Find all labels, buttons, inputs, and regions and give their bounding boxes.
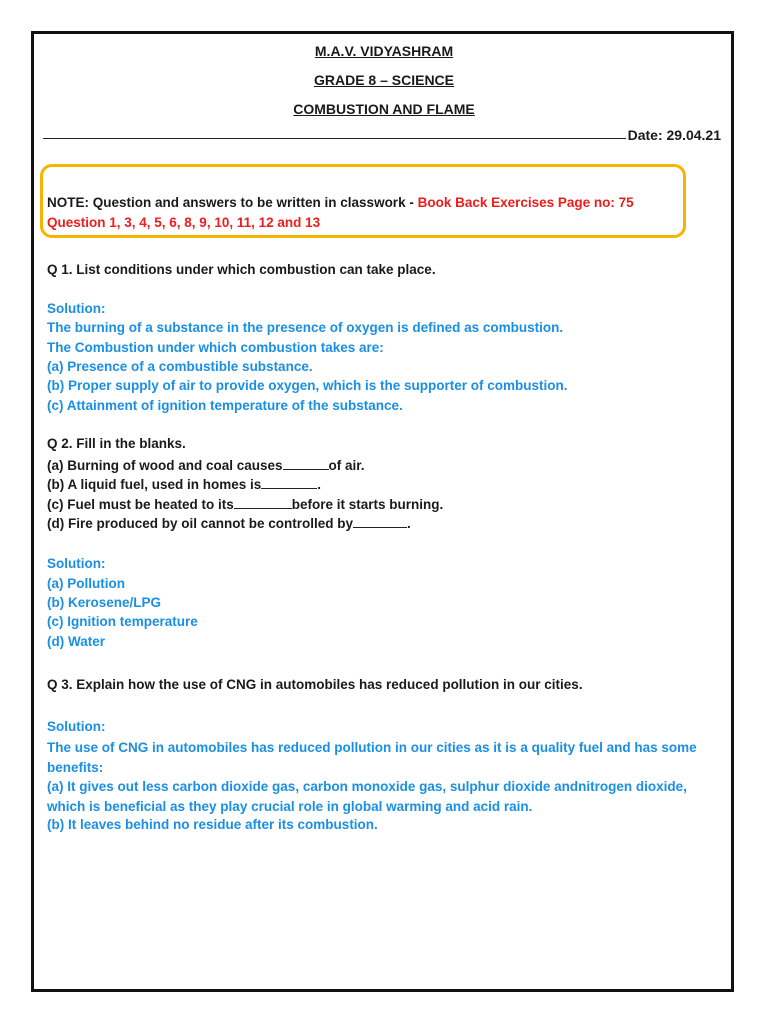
- blank-line: [283, 456, 329, 470]
- q2-answer: (b) Kerosene/LPG: [47, 595, 162, 610]
- chapter-title: COMBUSTION AND FLAME: [293, 101, 475, 117]
- note-question-list: Question 1, 3, 4, 5, 6, 8, 9, 10, 11, 12 and 13: [47, 215, 321, 230]
- q2-blank-d: [47, 514, 411, 531]
- q1-solution-line: The burning of a substance in the presence of oxygen is defined as combustion.: [47, 320, 564, 335]
- q2-blank-a: [47, 456, 365, 473]
- blank-line: [234, 495, 292, 509]
- note-page-ref: Book Back Exercises Page no: 75: [417, 195, 634, 210]
- question-1: Q 1. List conditions under which combustion can take place.: [47, 262, 436, 277]
- q3-solution-intro: The use of CNG in automobiles has reduced pollution in our cities as it is a quality fuel and has some benefits:: [47, 740, 697, 775]
- grade-title: GRADE 8 – SCIENCE: [313, 72, 455, 88]
- q2-b-text: (b) A liquid fuel, used in homes is: [47, 477, 262, 492]
- q2-answer: (d) Water: [47, 634, 105, 649]
- q2-c-text: (c) Fuel must be heated to its: [47, 497, 234, 512]
- note-prefix: NOTE: Question and answers to be written in classwork -: [47, 195, 418, 210]
- q2-d-suffix: .: [407, 516, 411, 531]
- q1-solution-label: Solution:: [47, 301, 106, 316]
- q2-answer: (c) Ignition temperature: [47, 614, 198, 629]
- q2-solution-label: Solution:: [47, 556, 106, 571]
- note-text: [47, 193, 677, 233]
- blank-line: [353, 514, 407, 528]
- date-label: Date: 29.04.21: [627, 127, 721, 143]
- q2-answer: (a) Pollution: [47, 576, 125, 591]
- header-rule: [43, 138, 721, 139]
- q2-c-suffix: before it starts burning.: [291, 497, 444, 512]
- q3-point-a: (a) It gives out less carbon dioxide gas, carbon monoxide gas, sulphur dioxide andnitrogen dioxide, which is beneficial as they play crucial role in global warming and acid rain.: [47, 779, 687, 814]
- question-2: Q 2. Fill in the blanks.: [47, 436, 186, 451]
- q2-blank-c: [47, 495, 443, 512]
- q3-point-b: (b) It leaves behind no residue after its combustion.: [47, 817, 378, 832]
- school-name: M.A.V. VIDYASHRAM: [314, 43, 454, 59]
- q2-blank-b: [47, 475, 321, 492]
- blank-line: [261, 475, 317, 489]
- q1-solution-line: The Combustion under which combustion takes are:: [47, 340, 384, 355]
- q1-solution-line: (b) Proper supply of air to provide oxygen, which is the supporter of combustion.: [47, 378, 568, 393]
- q2-d-text: (d) Fire produced by oil cannot be controlled by: [47, 516, 354, 531]
- q3-solution-label: Solution:: [47, 719, 106, 734]
- q1-solution-line: (a) Presence of a combustible substance.: [47, 359, 313, 374]
- q2-b-suffix: .: [317, 477, 322, 492]
- q2-a-suffix: of air.: [328, 458, 365, 473]
- q1-solution-line: (c) Attainment of ignition temperature of the substance.: [47, 398, 403, 413]
- q2-a-text: (a) Burning of wood and coal causes: [47, 458, 283, 473]
- question-3: Q 3. Explain how the use of CNG in automobiles has reduced pollution in our cities.: [47, 677, 583, 692]
